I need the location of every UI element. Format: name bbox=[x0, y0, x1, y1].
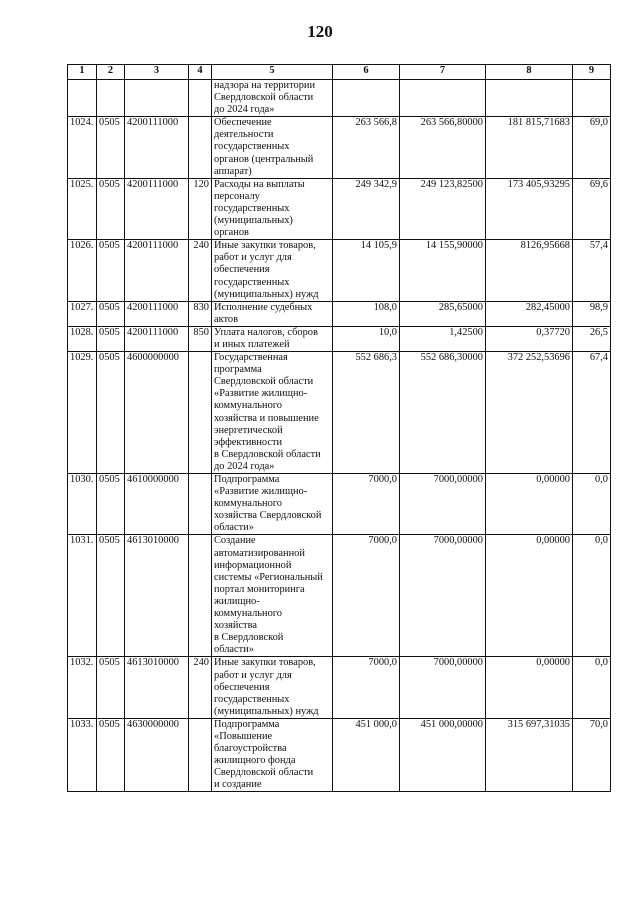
item-name-cell bbox=[212, 718, 333, 792]
expense-type-cell: 120 bbox=[189, 178, 212, 239]
expense-type-cell bbox=[189, 474, 212, 535]
execution-percent-cell bbox=[573, 80, 611, 117]
row-number-cell: 1028. bbox=[68, 326, 97, 351]
item-name-line: до 2024 года» bbox=[214, 104, 275, 116]
page-number: 120 bbox=[307, 22, 333, 41]
approved-amount-cell: 552 686,3 bbox=[333, 352, 400, 474]
item-name-line: портал мониторинга bbox=[214, 583, 305, 595]
item-name-cell bbox=[212, 117, 333, 178]
section-code-cell: 0505 bbox=[97, 718, 125, 792]
executed-amount-cell: 315 697,31035 bbox=[486, 718, 573, 792]
item-name-line: благоустройства bbox=[214, 743, 287, 755]
item-name-line: Расходы на выплаты bbox=[214, 178, 305, 190]
item-name-line: в Свердловской области bbox=[214, 448, 321, 460]
item-name-line: «Развитие жилищно- bbox=[214, 388, 308, 400]
approved-amount-cell: 7000,0 bbox=[333, 474, 400, 535]
revised-amount-cell: 451 000,00000 bbox=[400, 718, 486, 792]
item-name-line: и создание bbox=[214, 779, 262, 791]
section-code-cell bbox=[97, 80, 125, 117]
column-header: 3 bbox=[125, 65, 189, 80]
approved-amount-cell: 263 566,8 bbox=[333, 117, 400, 178]
executed-amount-cell bbox=[486, 80, 573, 117]
item-name-line: государственных bbox=[214, 141, 290, 153]
item-name-line: в Свердловской bbox=[214, 632, 284, 644]
revised-amount-cell: 14 155,90000 bbox=[400, 240, 486, 301]
item-name-line: надзора на территории bbox=[214, 80, 316, 91]
item-name-line: области» bbox=[214, 644, 254, 656]
expense-type-cell bbox=[189, 718, 212, 792]
section-code-cell: 0505 bbox=[97, 301, 125, 326]
item-name-cell bbox=[212, 301, 333, 326]
item-name-cell bbox=[212, 474, 333, 535]
item-name-line: коммунального bbox=[214, 400, 283, 412]
row-number-cell: 1032. bbox=[68, 657, 97, 718]
item-name-line: Государственная bbox=[214, 352, 288, 364]
item-name-line: жилищного фонда bbox=[214, 755, 296, 767]
target-code-cell: 4613010000 bbox=[125, 535, 189, 657]
item-name-line: эффективности bbox=[214, 436, 283, 448]
column-header: 8 bbox=[486, 65, 573, 80]
target-code-cell: 4600000000 bbox=[125, 352, 189, 474]
approved-amount-cell: 14 105,9 bbox=[333, 240, 400, 301]
item-name-line: «Развитие жилищно- bbox=[214, 486, 308, 498]
revised-amount-cell: 7000,00000 bbox=[400, 535, 486, 657]
revised-amount-cell: 1,42500 bbox=[400, 326, 486, 351]
item-name-line: органов (центральный bbox=[214, 153, 314, 165]
revised-amount-cell bbox=[400, 80, 486, 117]
execution-percent-cell: 69,0 bbox=[573, 117, 611, 178]
item-name-cell bbox=[212, 535, 333, 657]
table-row bbox=[68, 80, 611, 117]
item-name-line: Обеспечение bbox=[214, 117, 272, 129]
table-row bbox=[68, 535, 611, 657]
item-name-line: государственных bbox=[214, 693, 290, 705]
executed-amount-cell: 8126,95668 bbox=[486, 240, 573, 301]
item-name-line: Исполнение судебных bbox=[214, 301, 313, 313]
table-row bbox=[68, 657, 611, 718]
revised-amount-cell: 552 686,30000 bbox=[400, 352, 486, 474]
item-name-line: (муниципальных) bbox=[214, 215, 293, 227]
column-header: 9 bbox=[573, 65, 611, 80]
revised-amount-cell: 7000,00000 bbox=[400, 474, 486, 535]
revised-amount-cell: 263 566,80000 bbox=[400, 117, 486, 178]
revised-amount-cell: 249 123,82500 bbox=[400, 178, 486, 239]
expense-type-cell bbox=[189, 117, 212, 178]
column-header: 7 bbox=[400, 65, 486, 80]
revised-amount-cell: 7000,00000 bbox=[400, 657, 486, 718]
target-code-cell: 4200111000 bbox=[125, 301, 189, 326]
executed-amount-cell: 0,00000 bbox=[486, 474, 573, 535]
column-header: 1 bbox=[68, 65, 97, 80]
item-name-line: Иные закупки товаров, bbox=[214, 657, 316, 669]
row-number-cell: 1033. bbox=[68, 718, 97, 792]
row-number-cell: 1025. bbox=[68, 178, 97, 239]
execution-percent-cell: 0,0 bbox=[573, 474, 611, 535]
executed-amount-cell: 282,45000 bbox=[486, 301, 573, 326]
execution-percent-cell: 0,0 bbox=[573, 657, 611, 718]
row-number-cell: 1027. bbox=[68, 301, 97, 326]
item-name-cell bbox=[212, 80, 333, 117]
approved-amount-cell: 10,0 bbox=[333, 326, 400, 351]
expense-type-cell: 240 bbox=[189, 657, 212, 718]
executed-amount-cell: 372 252,53696 bbox=[486, 352, 573, 474]
revised-amount-cell: 285,65000 bbox=[400, 301, 486, 326]
executed-amount-cell: 173 405,93295 bbox=[486, 178, 573, 239]
row-number-cell bbox=[68, 80, 97, 117]
section-code-cell: 0505 bbox=[97, 657, 125, 718]
column-header: 5 bbox=[212, 65, 333, 80]
item-name-line: информационной bbox=[214, 559, 292, 571]
item-name-cell bbox=[212, 657, 333, 718]
row-number-cell: 1030. bbox=[68, 474, 97, 535]
table-row bbox=[68, 117, 611, 178]
section-code-cell: 0505 bbox=[97, 178, 125, 239]
row-number-cell: 1031. bbox=[68, 535, 97, 657]
section-code-cell: 0505 bbox=[97, 474, 125, 535]
item-name-line: коммунального bbox=[214, 498, 283, 510]
expense-type-cell: 240 bbox=[189, 240, 212, 301]
item-name-line: государственных bbox=[214, 276, 290, 288]
item-name-line: хозяйства bbox=[214, 620, 257, 632]
execution-percent-cell: 70,0 bbox=[573, 718, 611, 792]
executed-amount-cell: 0,00000 bbox=[486, 535, 573, 657]
target-code-cell: 4200111000 bbox=[125, 240, 189, 301]
executed-amount-cell: 0,37720 bbox=[486, 326, 573, 351]
item-name-cell bbox=[212, 352, 333, 474]
section-code-cell: 0505 bbox=[97, 326, 125, 351]
column-header: 2 bbox=[97, 65, 125, 80]
approved-amount-cell: 249 342,9 bbox=[333, 178, 400, 239]
expense-type-cell: 850 bbox=[189, 326, 212, 351]
section-code-cell: 0505 bbox=[97, 352, 125, 474]
item-name-line: (муниципальных) нужд bbox=[214, 705, 319, 717]
target-code-cell bbox=[125, 80, 189, 117]
target-code-cell: 4200111000 bbox=[125, 178, 189, 239]
approved-amount-cell: 7000,0 bbox=[333, 535, 400, 657]
item-name-line: жилищно- bbox=[214, 595, 260, 607]
item-name-line: и иных платежей bbox=[214, 338, 290, 350]
item-name-line: аппарат) bbox=[214, 165, 252, 177]
item-name-line: «Повышение bbox=[214, 730, 273, 742]
execution-percent-cell: 26,5 bbox=[573, 326, 611, 351]
table-row bbox=[68, 240, 611, 301]
item-name-line: Подпрограмма bbox=[214, 718, 280, 730]
target-code-cell: 4630000000 bbox=[125, 718, 189, 792]
item-name-line: Иные закупки товаров, bbox=[214, 240, 316, 252]
item-name-line: Свердловской области bbox=[214, 92, 314, 104]
section-code-cell: 0505 bbox=[97, 117, 125, 178]
executed-amount-cell: 0,00000 bbox=[486, 657, 573, 718]
execution-percent-cell: 98,9 bbox=[573, 301, 611, 326]
approved-amount-cell bbox=[333, 80, 400, 117]
table-header-row bbox=[68, 65, 611, 80]
item-name-line: Свердловской области bbox=[214, 376, 314, 388]
item-name-line: работ и услуг для bbox=[214, 669, 292, 681]
item-name-cell bbox=[212, 240, 333, 301]
item-name-line: обеспечения bbox=[214, 264, 270, 276]
target-code-cell: 4613010000 bbox=[125, 657, 189, 718]
execution-percent-cell: 67,4 bbox=[573, 352, 611, 474]
expense-type-cell bbox=[189, 80, 212, 117]
item-name-line: Уплата налогов, сборов bbox=[214, 326, 318, 338]
row-number-cell: 1029. bbox=[68, 352, 97, 474]
approved-amount-cell: 451 000,0 bbox=[333, 718, 400, 792]
table-row bbox=[68, 326, 611, 351]
table-row bbox=[68, 301, 611, 326]
item-name-line: работ и услуг для bbox=[214, 252, 292, 264]
item-name-line: до 2024 года» bbox=[214, 460, 275, 472]
item-name-cell bbox=[212, 326, 333, 351]
target-code-cell: 4200111000 bbox=[125, 326, 189, 351]
item-name-line: персоналу bbox=[214, 190, 260, 202]
row-number-cell: 1024. bbox=[68, 117, 97, 178]
approved-amount-cell: 108,0 bbox=[333, 301, 400, 326]
item-name-line: коммунального bbox=[214, 608, 283, 620]
item-name-line: области» bbox=[214, 522, 254, 534]
expense-type-cell bbox=[189, 352, 212, 474]
table-row bbox=[68, 352, 611, 474]
execution-percent-cell: 69,6 bbox=[573, 178, 611, 239]
budget-table bbox=[67, 64, 611, 792]
table-row bbox=[68, 178, 611, 239]
target-code-cell: 4200111000 bbox=[125, 117, 189, 178]
table-row bbox=[68, 718, 611, 792]
executed-amount-cell: 181 815,71683 bbox=[486, 117, 573, 178]
column-header: 4 bbox=[189, 65, 212, 80]
item-name-line: (муниципальных) нужд bbox=[214, 288, 319, 300]
section-code-cell: 0505 bbox=[97, 535, 125, 657]
target-code-cell: 4610000000 bbox=[125, 474, 189, 535]
column-header: 6 bbox=[333, 65, 400, 80]
approved-amount-cell: 7000,0 bbox=[333, 657, 400, 718]
item-name-line: Свердловской области bbox=[214, 767, 314, 779]
item-name-line: Создание bbox=[214, 535, 256, 547]
execution-percent-cell: 0,0 bbox=[573, 535, 611, 657]
section-code-cell: 0505 bbox=[97, 240, 125, 301]
expense-type-cell bbox=[189, 535, 212, 657]
item-name-line: программа bbox=[214, 364, 262, 376]
item-name-line: деятельности bbox=[214, 129, 274, 141]
row-number-cell: 1026. bbox=[68, 240, 97, 301]
item-name-line: энергетической bbox=[214, 424, 283, 436]
expense-type-cell: 830 bbox=[189, 301, 212, 326]
item-name-line: системы «Региональный bbox=[214, 571, 323, 583]
item-name-line: хозяйства и повышение bbox=[214, 412, 319, 424]
item-name-line: актов bbox=[214, 313, 239, 325]
table-row bbox=[68, 474, 611, 535]
table-body bbox=[68, 80, 611, 792]
item-name-line: обеспечения bbox=[214, 681, 270, 693]
item-name-line: государственных bbox=[214, 202, 290, 214]
item-name-line: органов bbox=[214, 227, 249, 239]
execution-percent-cell: 57,4 bbox=[573, 240, 611, 301]
item-name-line: хозяйства Свердловской bbox=[214, 510, 322, 522]
item-name-cell bbox=[212, 178, 333, 239]
item-name-line: автоматизированной bbox=[214, 547, 305, 559]
item-name-line: Подпрограмма bbox=[214, 474, 280, 485]
